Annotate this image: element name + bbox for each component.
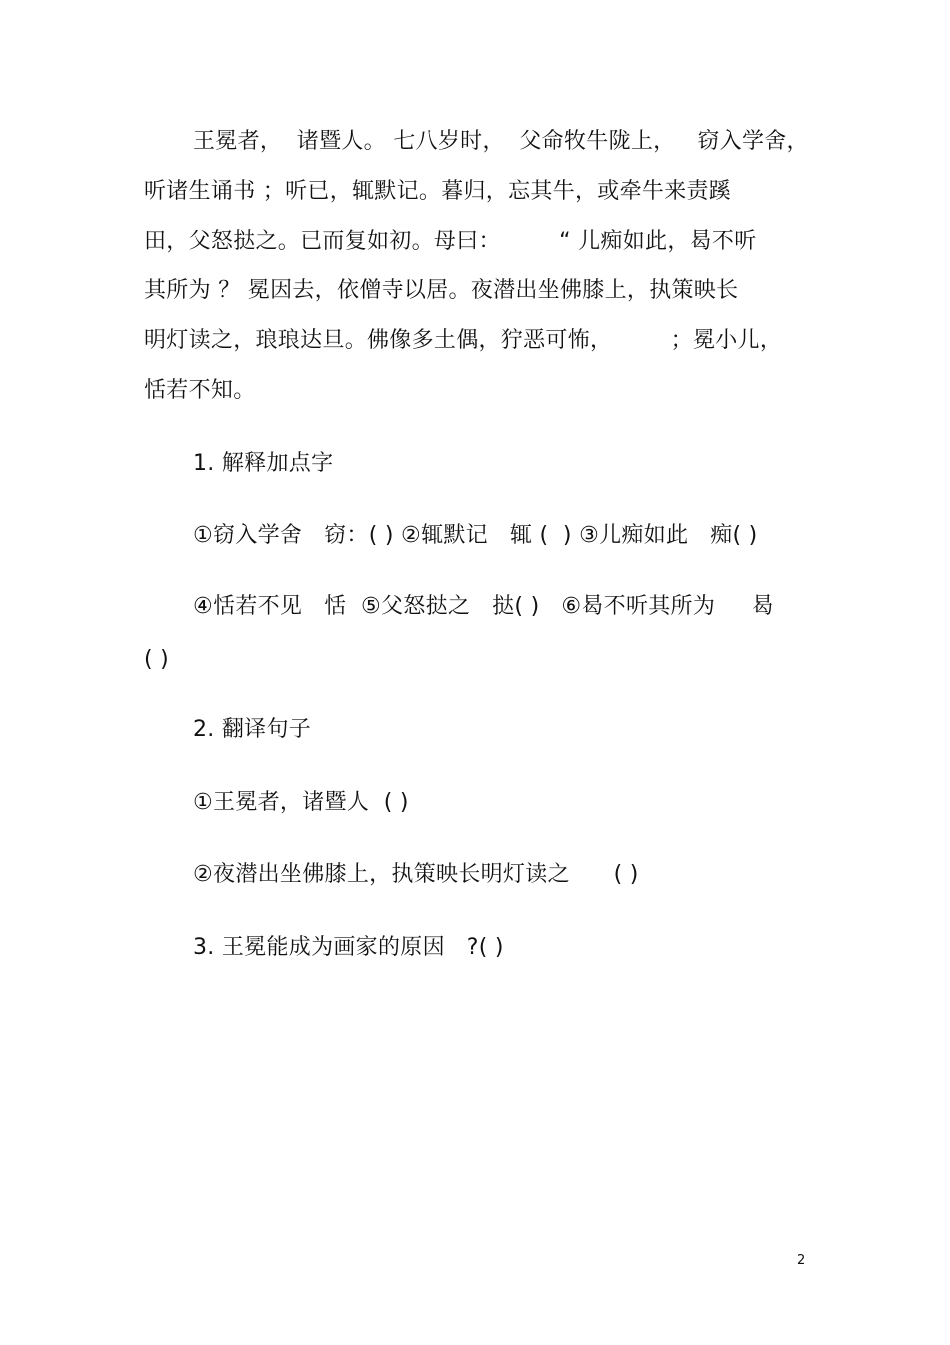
- question-2-item: ②夜潜出坐佛膝上，执策映长明灯读之 ( ): [193, 862, 639, 887]
- passage-line: 恬若不知。: [144, 378, 256, 403]
- question-1-line: ①窃入学舍 窃：( ) ②辄默记 辄 ( ) ③儿痴如此 痴( ): [193, 523, 758, 548]
- question-1-line: ④恬若不见 恬 ⑤父怒挞之 挞( ) ⑥曷不听其所为 曷: [193, 594, 774, 619]
- question-2-title: 2. 翻译句子: [193, 717, 312, 742]
- passage-line: 听诸生诵书 ；听已，辄默记。暮归，忘其牛，或牵牛来责蹊: [144, 179, 732, 204]
- question-3-title: 3. 王冕能成为画家的原因 ?( ): [193, 935, 504, 960]
- page-number: 2: [797, 1253, 806, 1268]
- passage-line: 王冕者， 诸暨人。 七八岁时， 父命牧牛陇上， 窃入学舍，: [193, 129, 809, 154]
- passage-line: 明灯读之，琅琅达旦。佛像多土偶，狞恶可怖， ；冕小儿，: [144, 328, 783, 353]
- question-1-line: ( ): [144, 647, 170, 672]
- passage-line: 田，父怒挞之。已而复如初。母曰： “ 儿痴如此，曷不听: [144, 229, 757, 254]
- question-1-title: 1. 解释加点字: [193, 451, 334, 476]
- passage-line: 其所为 ？ 冕因去，依僧寺以居。夜潜出坐佛膝上，执策映长: [144, 278, 739, 303]
- question-2-item: ①王冕者，诸暨人 ( ): [193, 790, 409, 815]
